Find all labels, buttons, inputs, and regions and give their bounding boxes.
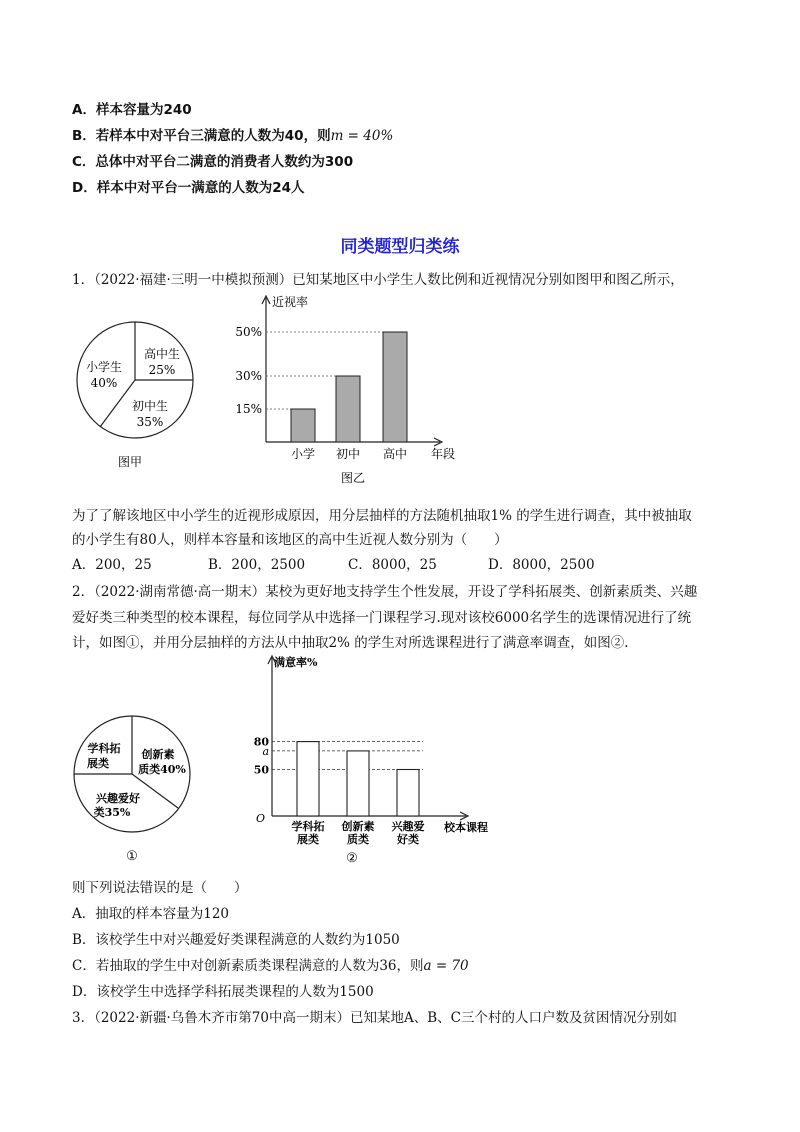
- q1-option-b[interactable]: B．200，2500: [208, 557, 306, 573]
- q2-pie-label-subject-1: 学科拓: [87, 742, 121, 755]
- q2-category-label: 兴趣爱: [391, 820, 425, 833]
- q1-options: [72, 553, 595, 573]
- q1-category-label: 高中: [382, 447, 408, 461]
- q2-pie-label-innovation-2: 质类40%: [138, 763, 186, 776]
- q1-y-tick-label: 50%: [235, 325, 262, 339]
- q2-bar: [347, 751, 369, 816]
- q2-origin-label: O: [256, 812, 266, 825]
- q2-option-c[interactable]: [72, 954, 469, 974]
- q1-pie-label-high: 高中生: [143, 347, 181, 361]
- q2-option-b[interactable]: B．该校学生中对兴趣爱好类课程满意的人数约为1050: [72, 932, 400, 948]
- q1-pie-pct-high: 25%: [148, 363, 176, 377]
- q2-pie-label-interest-2: 类35%: [93, 806, 131, 819]
- q1-category-label: 初中: [335, 447, 361, 461]
- q2-category-label: 质类: [347, 833, 369, 846]
- q1-bar-caption: 图乙: [340, 471, 366, 485]
- q2-pie-label-subject-2: 展类: [87, 757, 109, 770]
- q2-y-tick-label: 50: [253, 763, 269, 777]
- q2-y-label: 满意率%: [274, 656, 318, 669]
- q2-bar-caption: ②: [346, 851, 358, 866]
- q2-category-label: 展类: [297, 833, 319, 846]
- q1-y-tick-label: 30%: [235, 369, 262, 383]
- q1-y-label: 近视率: [272, 295, 309, 309]
- q1-line1: 1．（2022·福建·三明一中模拟预测）已知某地区中小学生人数比例和近视情况分别如图甲和图乙所示，: [72, 272, 684, 288]
- q2-bar-chart: [248, 650, 508, 872]
- q1-option-d[interactable]: D．8000，2500: [488, 557, 595, 573]
- q1-option-a[interactable]: A．200，25: [72, 557, 152, 573]
- q1-y-tick-label: 15%: [235, 402, 262, 416]
- option-b-formula: m = 40%: [330, 128, 394, 144]
- q1-option-c[interactable]: C．8000，25: [348, 557, 437, 573]
- q1-bar: [383, 332, 407, 442]
- q1-bar: [291, 409, 315, 442]
- q2-y-tick-label: 80: [253, 735, 269, 749]
- q1-pie-chart: [70, 318, 210, 468]
- q1-x-label: 年段: [431, 447, 456, 461]
- q1-pie-label-middle: 初中生: [131, 399, 169, 413]
- q2-x-label: 校本课程: [444, 821, 488, 834]
- q2-category-label: 创新素: [341, 820, 375, 833]
- option-c: C．总体中对平台二满意的消费者人数约为300: [72, 154, 354, 170]
- q1-pie-label-primary: 小学生: [85, 360, 123, 374]
- q2-option-c-text: C．若抽取的学生中对创新素质类课程满意的人数为36，则: [72, 958, 424, 974]
- q2-bar: [297, 742, 319, 816]
- q2-y-tick-label: a: [262, 744, 269, 758]
- q2-question: 则下列说法错误的是（ ）: [72, 880, 248, 896]
- q2-pie-label-innovation-1: 创新素: [141, 748, 175, 761]
- q2-line1: 2．（2022·湖南常德·高一期末）某校为更好地支持学生个性发展，开设了学科拓展类、创新素质类、兴趣: [72, 584, 698, 600]
- q1-pie-caption: 图甲: [117, 455, 143, 468]
- q2-category-label: 好类: [397, 833, 419, 846]
- q2-line3: 计，如图①，并用分层抽样的方法从中抽取2% 的学生对所选课程进行了满意率调查，如图②.: [72, 635, 629, 651]
- q2-bar: [397, 770, 419, 817]
- q2-option-c-formula: a = 70: [423, 958, 469, 974]
- q1-bar: [336, 376, 360, 442]
- option-b: [72, 124, 393, 144]
- q2-line2: 爱好类三种类型的校本课程，每位同学从中选择一门课程学习.现对该校6000名学生的选课情况进行了统: [72, 610, 692, 626]
- q1-pie-pct-middle: 35%: [136, 415, 164, 429]
- q3-line1: 3．（2022·新疆·乌鲁木齐市第70中高一期末）已知某地A、B、C三个村的人口户数及贫困情况分别如: [72, 1010, 677, 1026]
- q1-category-label: 小学: [290, 447, 316, 461]
- option-d: D．样本中对平台一满意的人数为24人: [72, 180, 305, 196]
- q2-pie-label-interest-1: 兴趣爱好: [96, 792, 140, 805]
- section-title: 同类题型归类练: [340, 237, 460, 257]
- option-a: A．样本容量为240: [72, 102, 192, 118]
- q1-line3: 的小学生有80人，则样本容量和该地区的高中生近视人数分别为（ ）: [72, 532, 508, 548]
- option-b-text: B．若样本中对平台三满意的人数为40，则: [72, 128, 331, 144]
- q2-pie-chart: [70, 712, 220, 864]
- q2-pie-caption: ①: [126, 849, 138, 864]
- q1-pie-pct-primary: 40%: [90, 376, 118, 390]
- q2-category-label: 学科拓: [291, 820, 325, 833]
- q2-option-a[interactable]: A．抽取的样本容量为120: [72, 906, 230, 922]
- q1-line2: 为了了解该地区中小学生的近视形成原因，用分层抽样的方法随机抽取1% 的学生进行调查，其中被抽取: [72, 508, 692, 524]
- q1-bar-chart: [228, 290, 478, 490]
- q2-option-d[interactable]: D．该校学生中选择学科拓展类课程的人数为1500: [72, 984, 374, 1000]
